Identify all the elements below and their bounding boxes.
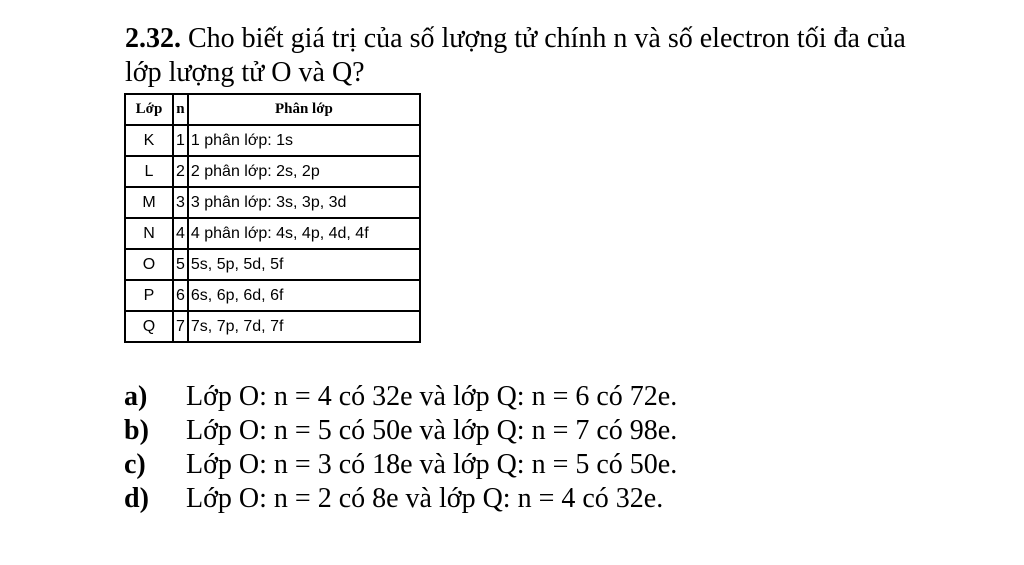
cell-n: 6 bbox=[173, 280, 188, 311]
answer-label: c) bbox=[124, 449, 146, 480]
cell-shell: M bbox=[125, 187, 173, 218]
header-n: n bbox=[173, 94, 188, 125]
answer-text: Lớp O: n = 4 có 32e và lớp Q: n = 6 có 72e. bbox=[186, 381, 678, 412]
question-number: 2.32. bbox=[125, 23, 181, 54]
header-subshell: Phân lớp bbox=[188, 94, 420, 125]
table-row bbox=[125, 218, 420, 249]
cell-shell: L bbox=[125, 156, 173, 187]
answer-option-a[interactable] bbox=[124, 380, 677, 414]
cell-shell: K bbox=[125, 125, 173, 156]
cell-subshell: 7s, 7p, 7d, 7f bbox=[188, 311, 420, 342]
answer-option-b[interactable] bbox=[124, 414, 677, 448]
cell-subshell: 6s, 6p, 6d, 6f bbox=[188, 280, 420, 311]
cell-shell: N bbox=[125, 218, 173, 249]
answer-text: Lớp O: n = 3 có 18e và lớp Q: n = 5 có 50e. bbox=[186, 449, 678, 480]
answer-label: d) bbox=[124, 483, 149, 514]
cell-subshell: 1 phân lớp: 1s bbox=[188, 125, 420, 156]
table-row bbox=[125, 125, 420, 156]
cell-shell: O bbox=[125, 249, 173, 280]
table-row bbox=[125, 249, 420, 280]
cell-n: 4 bbox=[173, 218, 188, 249]
cell-subshell: 3 phân lớp: 3s, 3p, 3d bbox=[188, 187, 420, 218]
answer-label: a) bbox=[124, 381, 148, 412]
cell-n: 2 bbox=[173, 156, 188, 187]
answer-label: b) bbox=[124, 415, 149, 446]
cell-n: 7 bbox=[173, 311, 188, 342]
table-header-row bbox=[125, 94, 420, 125]
cell-subshell: 5s, 5p, 5d, 5f bbox=[188, 249, 420, 280]
question-text bbox=[125, 22, 925, 90]
cell-n: 1 bbox=[173, 125, 188, 156]
answer-option-d[interactable] bbox=[124, 482, 677, 516]
cell-shell: Q bbox=[125, 311, 173, 342]
header-shell: Lớp bbox=[125, 94, 173, 125]
cell-shell: P bbox=[125, 280, 173, 311]
cell-subshell: 4 phân lớp: 4s, 4p, 4d, 4f bbox=[188, 218, 420, 249]
question-body: Cho biết giá trị của số lượng tử chính n và số electron tối đa của lớp lượng tử O và Q? bbox=[125, 23, 906, 88]
table-row bbox=[125, 187, 420, 218]
cell-subshell: 2 phân lớp: 2s, 2p bbox=[188, 156, 420, 187]
answer-text: Lớp O: n = 5 có 50e và lớp Q: n = 7 có 98e. bbox=[186, 415, 678, 446]
shell-table bbox=[124, 93, 421, 343]
cell-n: 3 bbox=[173, 187, 188, 218]
table-row bbox=[125, 311, 420, 342]
table-row bbox=[125, 280, 420, 311]
cell-n: 5 bbox=[173, 249, 188, 280]
answer-option-c[interactable] bbox=[124, 448, 677, 482]
answer-text: Lớp O: n = 2 có 8e và lớp Q: n = 4 có 32e. bbox=[186, 483, 664, 514]
table-row bbox=[125, 156, 420, 187]
answer-options bbox=[124, 380, 677, 516]
